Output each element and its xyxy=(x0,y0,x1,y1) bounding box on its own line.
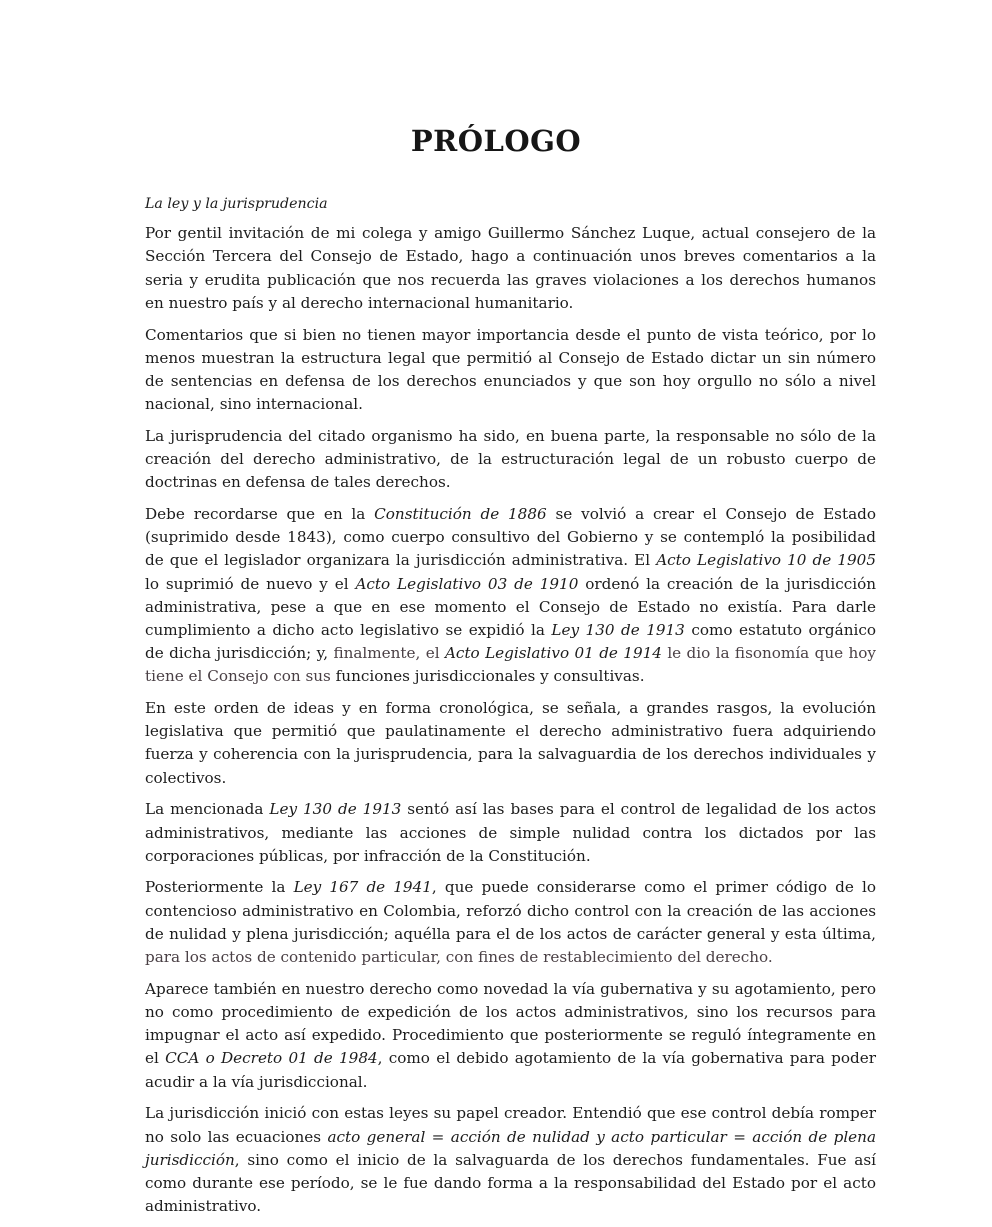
text-segment: se volvió a crear el Consejo de Estado (suprimido desde 1843), como cuerpo consultivo del Gobierno y se contempló la posibilidad de que el legislador organizara la jurisdicción administrativa. El xyxy=(145,504,876,570)
text-segment: Aparece también en nuestro derecho como novedad la vía gubernativa y su agotamiento, pero no como procedimiento de expedición de los actos administrativos, sino los recursos para impugnar el acto así expedido. Procedimiento que posteriormente se reguló íntegramente en el xyxy=(145,979,876,1068)
italic-reference: Acto Legislativo 01 de 1914 xyxy=(444,644,662,663)
text-segment: ordenó la creación de la jurisdicción administrativa, pese a que en ese momento el Consejo de Estado no existía. Para darle cumplimiento a dicho acto legislativo se expidió la xyxy=(145,574,876,639)
text-segment: finalmente, el xyxy=(333,644,445,663)
italic-reference: acto general = acción de nulidad y acto particular = acción de plena jurisdicción xyxy=(145,1127,877,1169)
italic-reference: CCA o Decreto 01 de 1984 xyxy=(165,1049,378,1068)
italic-reference: Acto Legislativo 03 de 1910 xyxy=(355,574,579,593)
text-segment: Debe recordarse que en la xyxy=(145,504,375,523)
text-segment: funciones jurisdiccionales y consultivas. xyxy=(330,667,645,686)
text-segment: sentó así las bases para el control de legalidad de los actos administrativos, mediante las acciones de simple nulidad contra los dictados por las corporaciones públicas, por infracción de la Constitución. xyxy=(145,800,876,865)
paragraph xyxy=(145,222,876,315)
section-subtitle: La ley y la jurisprudencia xyxy=(145,196,328,212)
text-segment: le dio la fisonomía que hoy tiene el Consejo con sus xyxy=(145,644,876,686)
italic-reference: Ley 130 de 1913 xyxy=(269,800,402,819)
text-segment: Posteriormente la xyxy=(145,878,294,897)
text-segment: para los actos de contenido particular, con fines de restablecimiento del derecho. xyxy=(145,948,773,967)
paragraph xyxy=(145,1102,876,1218)
paragraph-list xyxy=(145,222,876,1218)
text-segment: Comentarios que si bien no tienen mayor importancia desde el punto de vista teórico, por lo menos muestran la estructura legal que permitió al Consejo de Estado dictar un sin número de sentencias en defensa de los derechos enunciados y que son hoy orgullo no sólo a nivel nacional, sino internacional. xyxy=(145,325,876,414)
paragraph xyxy=(145,978,876,1094)
text-segment: La jurisdicción inició con estas leyes su papel creador. Entendió que ese control debía romper no solo las ecuaciones xyxy=(145,1104,876,1146)
paragraph xyxy=(145,798,876,868)
text-segment: , como el debido agotamiento de la vía gobernativa para poder acudir a la vía jurisdiccional. xyxy=(145,1049,876,1091)
text-segment: Por gentil invitación de mi colega y amigo Guillermo Sánchez Luque, actual consejero de la Sección Tercera del Consejo de Estado, hago a continuación unos breves comentarios a la seria y erudita publicación que nos recuerda las graves violaciones a los derechos humanos en nuestro país y al derecho internacional humanitario. xyxy=(145,224,876,312)
text-segment: La jurisprudencia del citado organismo ha sido, en buena parte, la responsable no sólo de la creación del derecho administrativo, de la estructuración legal de un robusto cuerpo de doctrinas en defensa de tales derechos. xyxy=(145,426,876,492)
paragraph xyxy=(145,876,876,969)
italic-reference: Constitución de 1886 xyxy=(374,504,547,523)
italic-reference: Ley 130 de 1913 xyxy=(551,620,685,639)
text-segment: como estatuto orgánico de dicha jurisdicción; y, xyxy=(145,620,876,663)
body-text xyxy=(145,193,876,1227)
italic-reference: Acto Legislativo 10 de 1905 xyxy=(656,551,876,570)
italic-reference: Ley 167 de 1941 xyxy=(293,878,432,897)
page-title: PRÓLOGO xyxy=(410,124,582,158)
text-segment: , que puede considerarse como el primer código de lo contencioso administrativo en Colombia, reforzó dicho control con la creación de las acciones de nulidad y plena jurisdicción; aquélla para el de los actos de carácter general y esta última, xyxy=(145,878,876,943)
paragraph xyxy=(145,503,876,689)
text-segment: En este orden de ideas y en forma cronológica, se señala, a grandes rasgos, la evolución legislativa que permitió que paulatinamente el derecho administrativo fuera adquiriendo fuerza y coherencia con la jurisprudencia, para la salvaguardia de los derechos individuales y colectivos. xyxy=(145,699,876,787)
paragraph xyxy=(145,425,876,495)
paragraph xyxy=(145,697,876,790)
text-segment: , sino como el inicio de la salvaguarda de los derechos fundamentales. Fue así como durante ese período, se le fue dando forma a la responsabilidad del Estado por el acto administrativo. xyxy=(145,1150,876,1216)
text-segment: lo suprimió de nuevo y el xyxy=(145,574,356,593)
paragraph xyxy=(145,324,876,417)
text-segment: La mencionada xyxy=(145,800,270,819)
